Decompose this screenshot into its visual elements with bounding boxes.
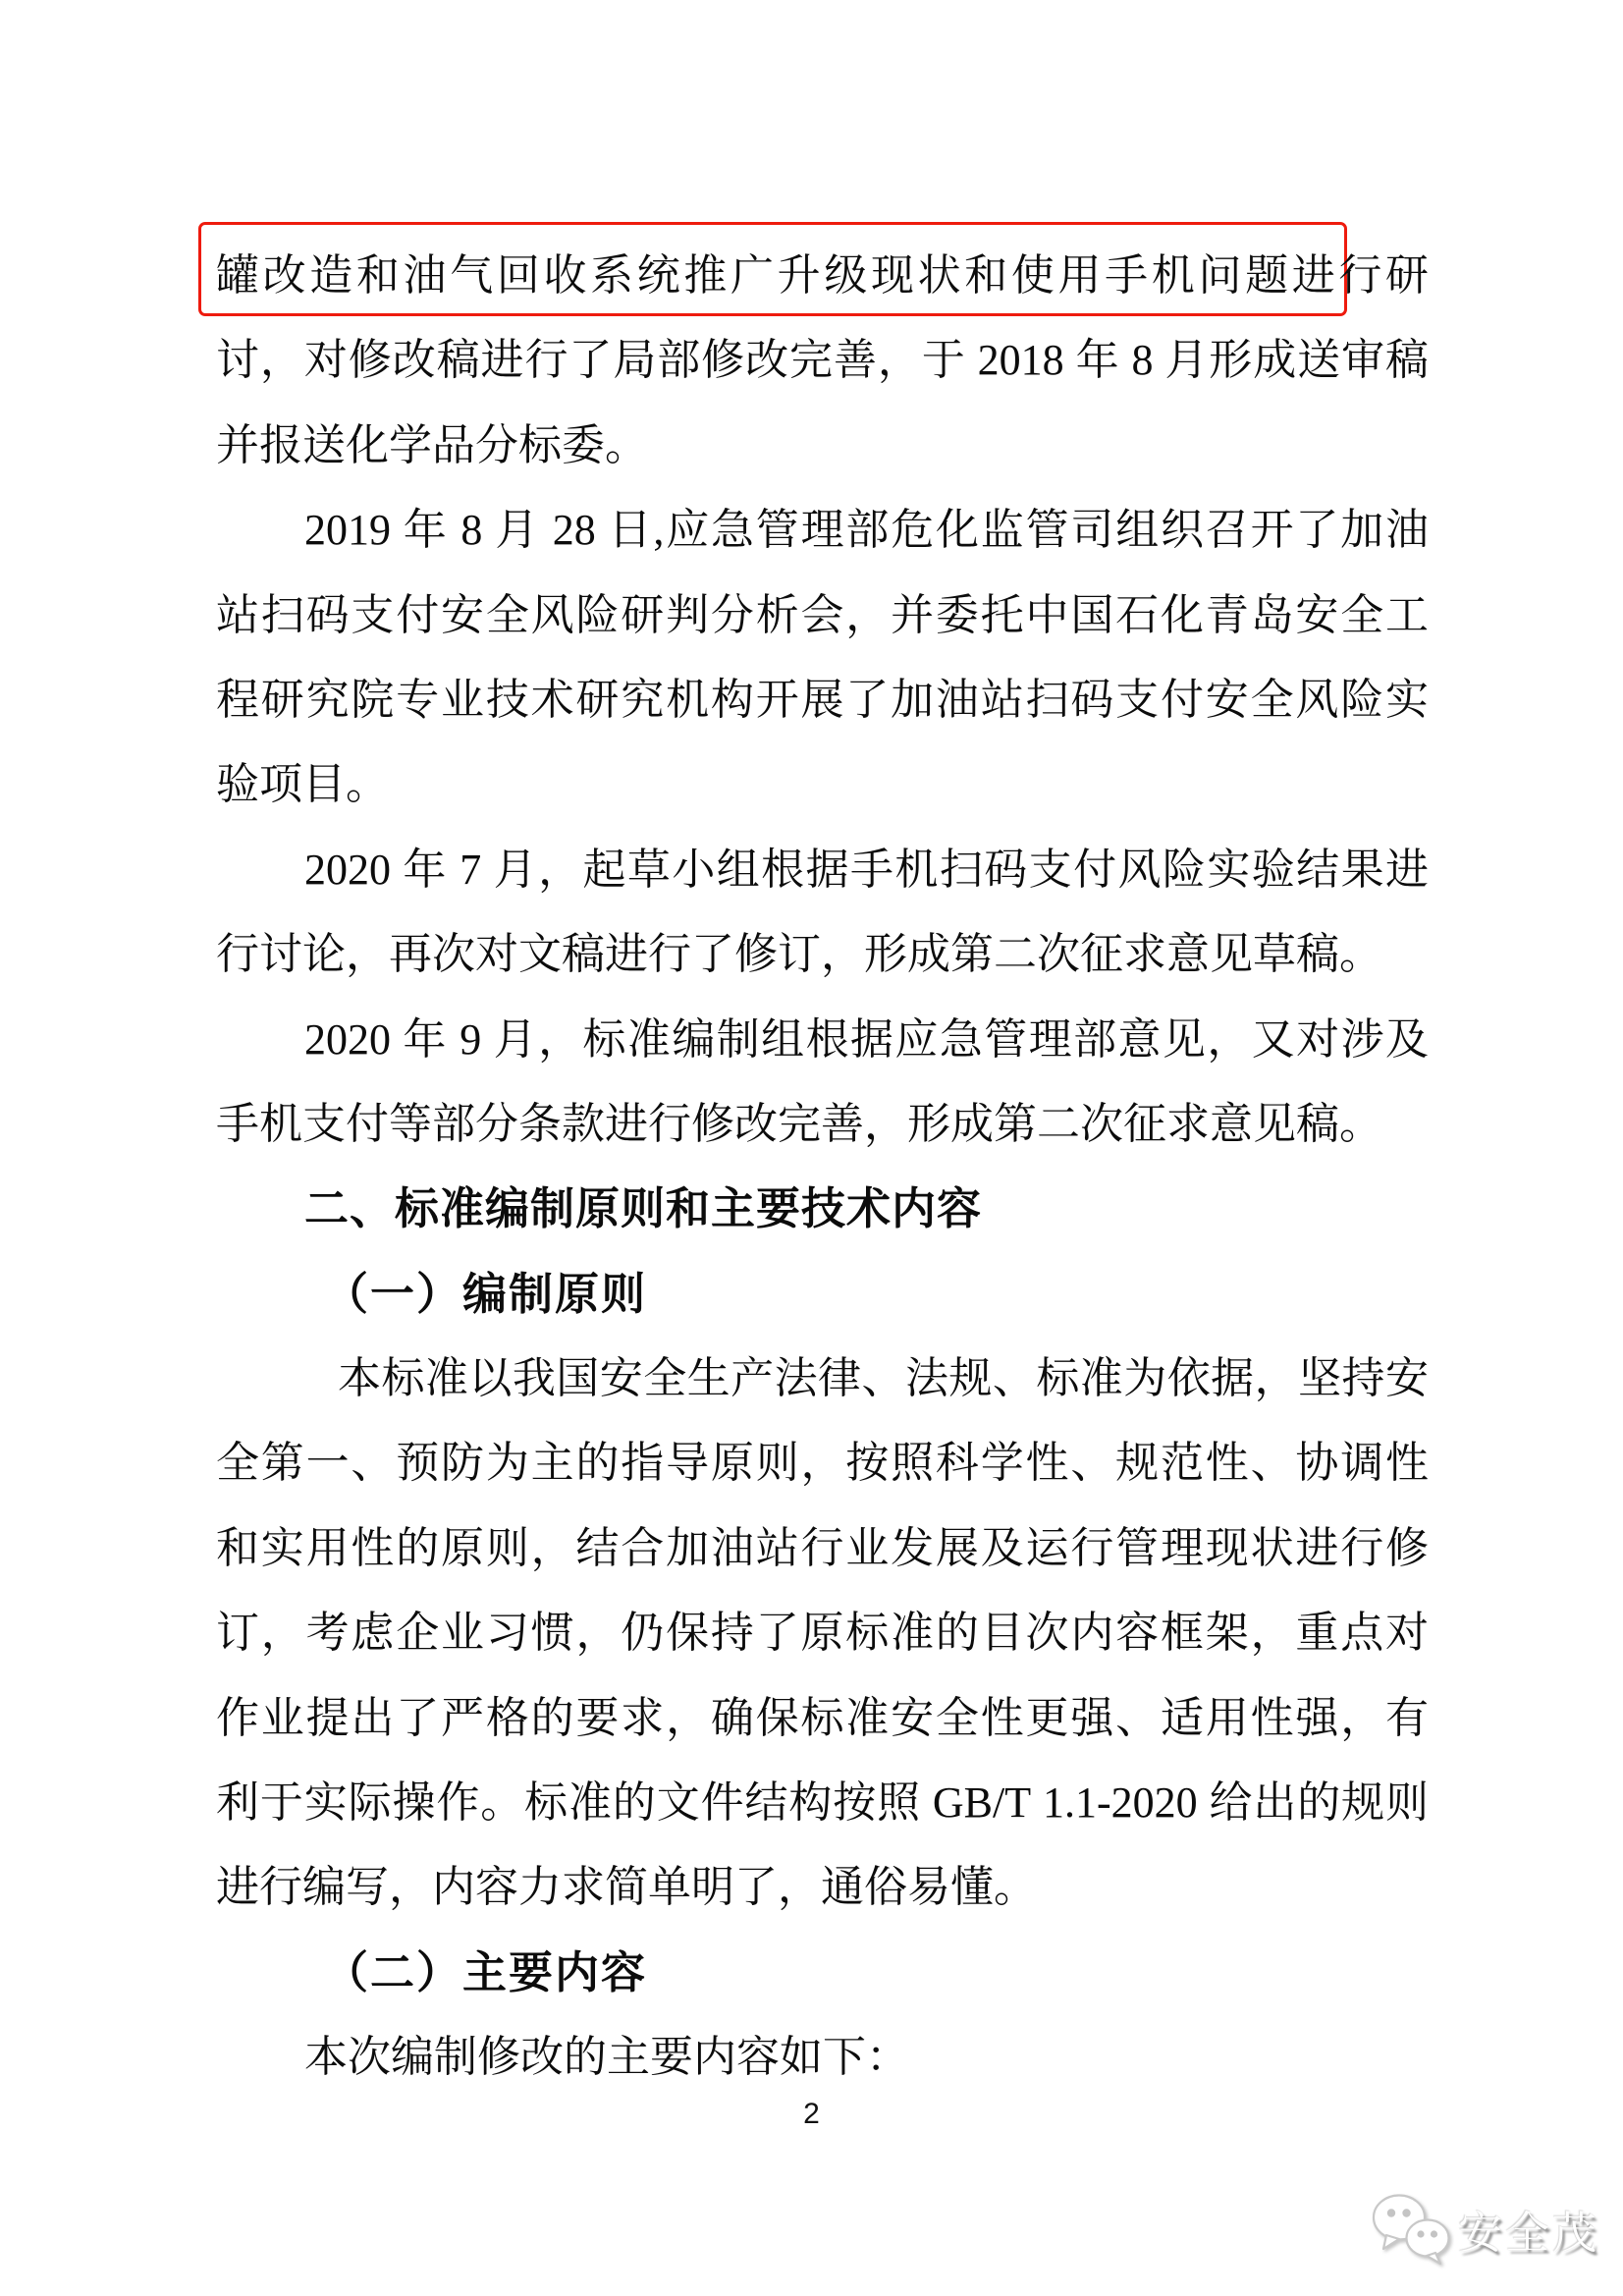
document-body bbox=[216, 234, 1429, 2101]
doc-text-line: 手机支付等部分条款进行修改完善，形成第二次征求意见稿。 bbox=[216, 1099, 1382, 1148]
watermark bbox=[1371, 2190, 1599, 2267]
doc-text-line: 全第一、预防为主的指导原则，按照科学性、规范性、协调性 bbox=[216, 1439, 1429, 1488]
doc-text-line: 2019 年 8 月 28 日,应急管理部危化监管司组织召开了加油 bbox=[304, 506, 1429, 555]
doc-text-line: 2020 年 7 月，起草小组根据手机扫码支付风险实验结果进 bbox=[304, 845, 1429, 894]
page-number: 2 bbox=[803, 2098, 820, 2130]
watermark-brand: 安全茂 bbox=[1458, 2207, 1600, 2258]
subsection-heading: （一）编制原则 bbox=[324, 1269, 648, 1319]
doc-text-line: 并报送化学品分标委。 bbox=[216, 420, 648, 469]
doc-text-line: 罐改造和油气回收系统推广升级现状和使用手机问题进行研 bbox=[216, 251, 1429, 300]
section-heading: 二、标准编制原则和主要技术内容 bbox=[304, 1183, 983, 1234]
doc-text-line: 订，考虑企业习惯，仍保持了原标准的目次内容框架，重点对 bbox=[216, 1609, 1429, 1658]
doc-text-line: 本标准以我国安全生产法律、法规、标准为依据，坚持安 bbox=[338, 1354, 1429, 1403]
doc-text-line: 作业提出了严格的要求，确保标准安全性更强、适用性强，有 bbox=[216, 1693, 1429, 1742]
wechat-icon bbox=[1371, 2191, 1453, 2266]
doc-text-line: 行讨论，再次对文稿进行了修订，形成第二次征求意见草稿。 bbox=[216, 930, 1382, 979]
doc-text-line: 和实用性的原则，结合加油站行业发展及运行管理现状进行修 bbox=[216, 1523, 1429, 1572]
doc-text-line: 讨，对修改稿进行了局部修改完善，于 2018 年 8 月形成送审稿 bbox=[216, 336, 1429, 385]
doc-text-line: 程研究院专业技术研究机构开展了加油站扫码支付安全风险实 bbox=[216, 675, 1429, 724]
doc-text-line: 进行编写，内容力求简单明了，通俗易懂。 bbox=[216, 1863, 1037, 1912]
doc-text-line: 2020 年 9 月，标准编制组根据应急管理部意见，又对涉及 bbox=[304, 1014, 1429, 1064]
doc-text-line: 验项目。 bbox=[216, 760, 389, 809]
doc-text-line: 站扫码支付安全风险研判分析会，并委托中国石化青岛安全工 bbox=[216, 590, 1429, 639]
doc-text-line: 本次编制修改的主要内容如下： bbox=[304, 2033, 909, 2082]
subsection-heading: （二）主要内容 bbox=[324, 1947, 648, 1997]
doc-text-line: 利于实际操作。标准的文件结构按照 GB/T 1.1-2020 给出的规则 bbox=[216, 1778, 1429, 1828]
